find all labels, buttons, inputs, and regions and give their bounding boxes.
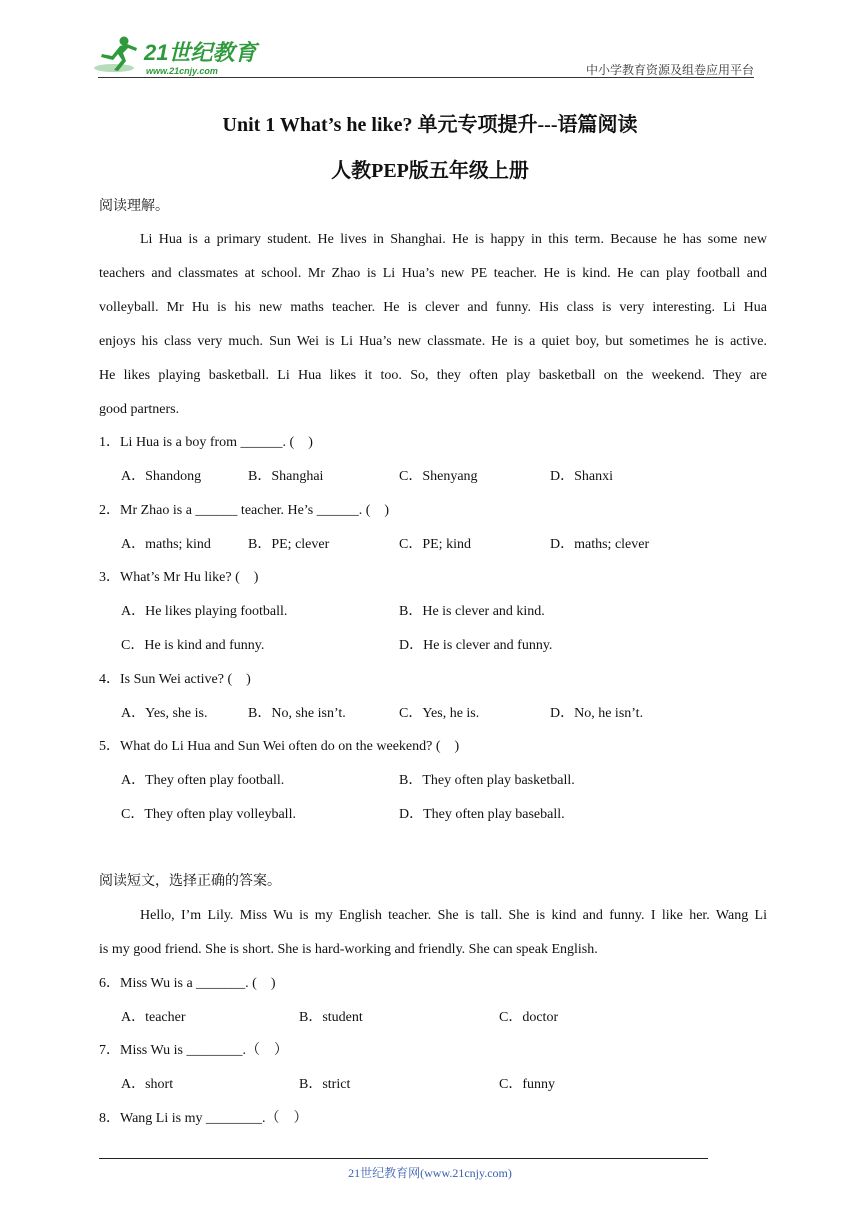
option-a: A．short xyxy=(121,1077,174,1092)
option-b: B．Shanghai xyxy=(248,469,324,484)
logo-text: 21世纪教育 xyxy=(144,40,257,65)
section1-instruction: 阅读理解。 xyxy=(99,199,169,214)
option-a: A．Shandong xyxy=(121,469,202,484)
option-a: A．They often play football. xyxy=(121,773,285,788)
passage2-line: is my good friend. She is short. She is hard-working and friendly. She can speak English. xyxy=(99,942,598,957)
logo xyxy=(92,34,262,78)
question-2: 2．Mr Zhao is a ______ teacher. He’s ______. ( ) xyxy=(99,503,390,518)
passage1-line: He likes playing basketball. Li Hua likes it too. So, they often play basketball on the weekend. They are xyxy=(99,368,767,383)
runner-logo-icon xyxy=(92,34,262,78)
option-c: C．He is kind and funny. xyxy=(121,638,265,653)
option-a: A．teacher xyxy=(121,1010,186,1025)
question-7: 7．Miss Wu is ________.（ ） xyxy=(99,1043,288,1058)
option-c: C．funny xyxy=(499,1077,555,1092)
section2-instruction: 阅读短文，选择正确的答案。 xyxy=(99,874,281,889)
passage1-line: Li Hua is a primary student. He lives in Shanghai. He is happy in this term. Because he has some new xyxy=(140,232,767,247)
footer-divider xyxy=(99,1158,708,1159)
option-d: D．maths; clever xyxy=(550,537,650,552)
logo-url-text: www.21cnjy.com xyxy=(146,66,218,76)
option-b: B．student xyxy=(299,1010,363,1025)
option-d: D．He is clever and funny. xyxy=(399,638,553,653)
option-d: D．They often play baseball. xyxy=(399,807,565,822)
option-c: C．Shenyang xyxy=(399,469,478,484)
option-c: C．They often play volleyball. xyxy=(121,807,296,822)
passage1-line: teachers and classmates at school. Mr Zhao is Li Hua’s new PE teacher. He is kind. He can play football and xyxy=(99,266,767,281)
option-b: B．PE; clever xyxy=(248,537,330,552)
question-8: 8．Wang Li is my ________.（ ） xyxy=(99,1111,308,1126)
option-c: C．Yes, he is. xyxy=(399,706,480,721)
passage1-line: volleyball. Mr Hu is his new maths teacher. He is clever and funny. His class is very interesting. Li Hua xyxy=(99,300,767,315)
question-6: 6．Miss Wu is a _______. ( ) xyxy=(99,976,276,991)
passage1-line: good partners. xyxy=(99,402,180,417)
document-subtitle: 人教PEP版五年级上册 xyxy=(331,160,529,182)
option-d: D．Shanxi xyxy=(550,469,613,484)
passage1-line: enjoys his class very much. Sun Wei is Li Hua’s new classmate. He is a quiet boy, but sometimes he is active. xyxy=(99,334,767,349)
option-d: D．No, he isn’t. xyxy=(550,706,644,721)
option-a: A．maths; kind xyxy=(121,537,211,552)
question-5: 5．What do Li Hua and Sun Wei often do on the weekend? ( ) xyxy=(99,739,460,754)
document-title: Unit 1 What’s he like? 单元专项提升---语篇阅读 xyxy=(222,114,638,136)
option-a: A．Yes, she is. xyxy=(121,706,208,721)
option-b: B．No, she isn’t. xyxy=(248,706,346,721)
option-a: A．He likes playing football. xyxy=(121,604,288,619)
header-platform-text: 中小学教育资源及组卷应用平台 xyxy=(585,63,754,77)
option-b: B．strict xyxy=(299,1077,351,1092)
option-c: C．doctor xyxy=(499,1010,559,1025)
option-b: B．They often play basketball. xyxy=(399,773,575,788)
option-c: C．PE; kind xyxy=(399,537,471,552)
option-b: B．He is clever and kind. xyxy=(399,604,545,619)
header-divider xyxy=(98,77,754,78)
question-4: 4．Is Sun Wei active? ( ) xyxy=(99,672,251,687)
question-3: 3．What’s Mr Hu like? ( ) xyxy=(99,570,259,585)
footer-link[interactable]: 21世纪教育网(www.21cnjy.com) xyxy=(348,1166,512,1180)
question-1: 1．Li Hua is a boy from ______. ( ) xyxy=(99,435,313,450)
passage2-line: Hello, I’m Lily. Miss Wu is my English teacher. She is tall. She is kind and funny. I like her. Wang Li xyxy=(140,908,767,923)
